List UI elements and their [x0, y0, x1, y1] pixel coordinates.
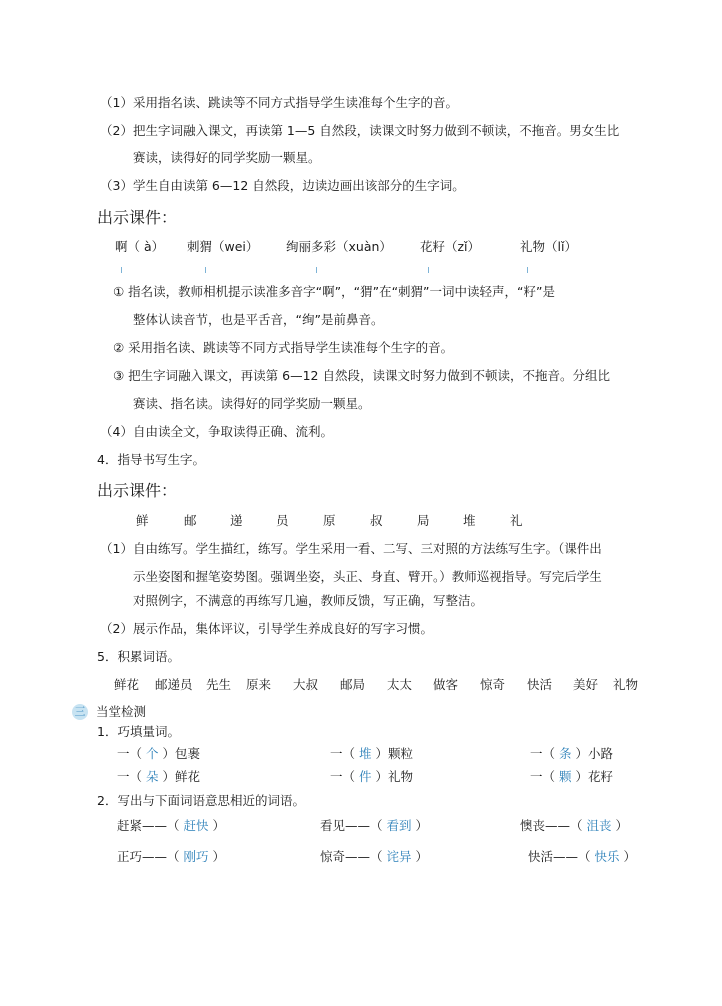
- tick-mark: [316, 267, 317, 273]
- step-2-line1: （2）把生字词融入课文，再读第 1—5 自然段，读课文时努力做到不顿读，不拖音。男女生比: [100, 123, 620, 138]
- char-item: 原: [323, 513, 336, 528]
- step-3: （3）学生自由读第 6—12 自然段，边读边画出该部分的生字词。: [100, 178, 465, 193]
- pinyin-item: 刺猬（wei）: [187, 239, 259, 254]
- pinyin-item: 礼物（lǐ）: [520, 239, 577, 254]
- write-1-line2: 示坐姿图和握笔姿势图。强调坐姿，头正、身直、臂开。）教师巡视指导。写完后学生: [133, 569, 602, 584]
- fill-item: 一（ 个 ）包裹: [117, 746, 201, 761]
- section-number-badge: 三: [72, 704, 88, 720]
- word-item: 鲜花: [114, 677, 140, 692]
- tick-mark: [428, 267, 429, 273]
- word-item: 礼物: [613, 677, 639, 692]
- courseware-heading-1: 出示课件：: [97, 208, 178, 227]
- sub-1-line2: 整体认读音节，也是平舌音，“绚”是前鼻音。: [133, 312, 384, 327]
- char-item: 礼: [510, 513, 523, 528]
- char-item: 鲜: [136, 513, 149, 528]
- courseware-heading-2: 出示课件：: [97, 481, 178, 500]
- word-item: 先生: [206, 677, 232, 692]
- word-item: 邮局: [340, 677, 366, 692]
- synonym-item: 正巧——（ 刚巧 ）: [117, 849, 226, 864]
- step-4-read: （4）自由读全文，争取读得正确、流利。: [100, 424, 333, 439]
- write-2: （2）展示作品，集体评议，引导学生养成良好的写字习惯。: [100, 621, 433, 636]
- word-item: 快活: [527, 677, 553, 692]
- fill-item: 一（ 件 ）礼物: [330, 769, 414, 784]
- word-item: 大叔: [293, 677, 319, 692]
- pinyin-item: 花籽（zǐ）: [420, 239, 481, 254]
- fill-item: 一（ 朵 ）鲜花: [117, 769, 201, 784]
- section-title: 当堂检测: [96, 704, 147, 719]
- fill-item: 一（ 条 ）小路: [530, 746, 614, 761]
- sub-3-line2: 赛读、指名读。读得好的同学奖励一颗星。: [133, 396, 371, 411]
- char-item: 员: [276, 513, 289, 528]
- synonym-item: 快活——（ 快乐 ）: [528, 849, 637, 864]
- sub-3-line1: ③ 把生字词融入课文，再读第 6—12 自然段，读课文时努力做到不顿读，不拖音。分组比: [113, 368, 610, 383]
- sub-1-line1: ① 指名读，教师相机提示读准多音字“啊”，“猬”在“刺猬”一词中读轻声，“籽”是: [113, 284, 555, 299]
- char-item: 邮: [184, 513, 197, 528]
- write-1-line1: （1）自由练写。学生描红，练写。学生采用一看、二写、三对照的方法练写生字。（课件出: [100, 541, 602, 556]
- char-item: 叔: [370, 513, 383, 528]
- tick-mark: [527, 267, 528, 273]
- section-4: 4．指导书写生字。: [97, 452, 205, 467]
- char-item: 局: [417, 513, 430, 528]
- pinyin-item: 绚丽多彩（xuàn）: [286, 239, 392, 254]
- char-item: 堆: [463, 513, 476, 528]
- word-item: 惊奇: [480, 677, 506, 692]
- step-1: （1）采用指名读、跳读等不同方式指导学生读准每个生字的音。: [100, 95, 458, 110]
- write-1-line3: 对照例字，不满意的再练写几遍，教师反馈，写正确，写整洁。: [133, 593, 484, 608]
- tick-mark: [121, 267, 122, 273]
- word-item: 原来: [246, 677, 272, 692]
- char-item: 递: [230, 513, 243, 528]
- word-item: 邮递员: [155, 677, 193, 692]
- synonym-item: 懊丧——（ 沮丧 ）: [520, 818, 629, 833]
- question-2: 2．写出与下面词语意思相近的词语。: [97, 793, 305, 808]
- step-2-line2: 赛读，读得好的同学奖励一颗星。: [133, 150, 321, 165]
- word-item: 太太: [387, 677, 413, 692]
- tick-mark: [205, 267, 206, 273]
- sub-2: ② 采用指名读、跳读等不同方式指导学生读准每个生字的音。: [113, 340, 454, 355]
- section-5: 5．积累词语。: [97, 649, 180, 664]
- word-item: 做客: [433, 677, 459, 692]
- synonym-item: 赶紧——（ 赶快 ）: [117, 818, 226, 833]
- synonym-item: 看见——（ 看到 ）: [320, 818, 429, 833]
- pinyin-item: 啊（ à）: [115, 239, 165, 254]
- fill-item: 一（ 颗 ）花籽: [530, 769, 614, 784]
- fill-item: 一（ 堆 ）颗粒: [330, 746, 414, 761]
- word-item: 美好: [573, 677, 599, 692]
- question-1: 1．巧填量词。: [97, 724, 180, 739]
- synonym-item: 惊奇——（ 诧异 ）: [320, 849, 429, 864]
